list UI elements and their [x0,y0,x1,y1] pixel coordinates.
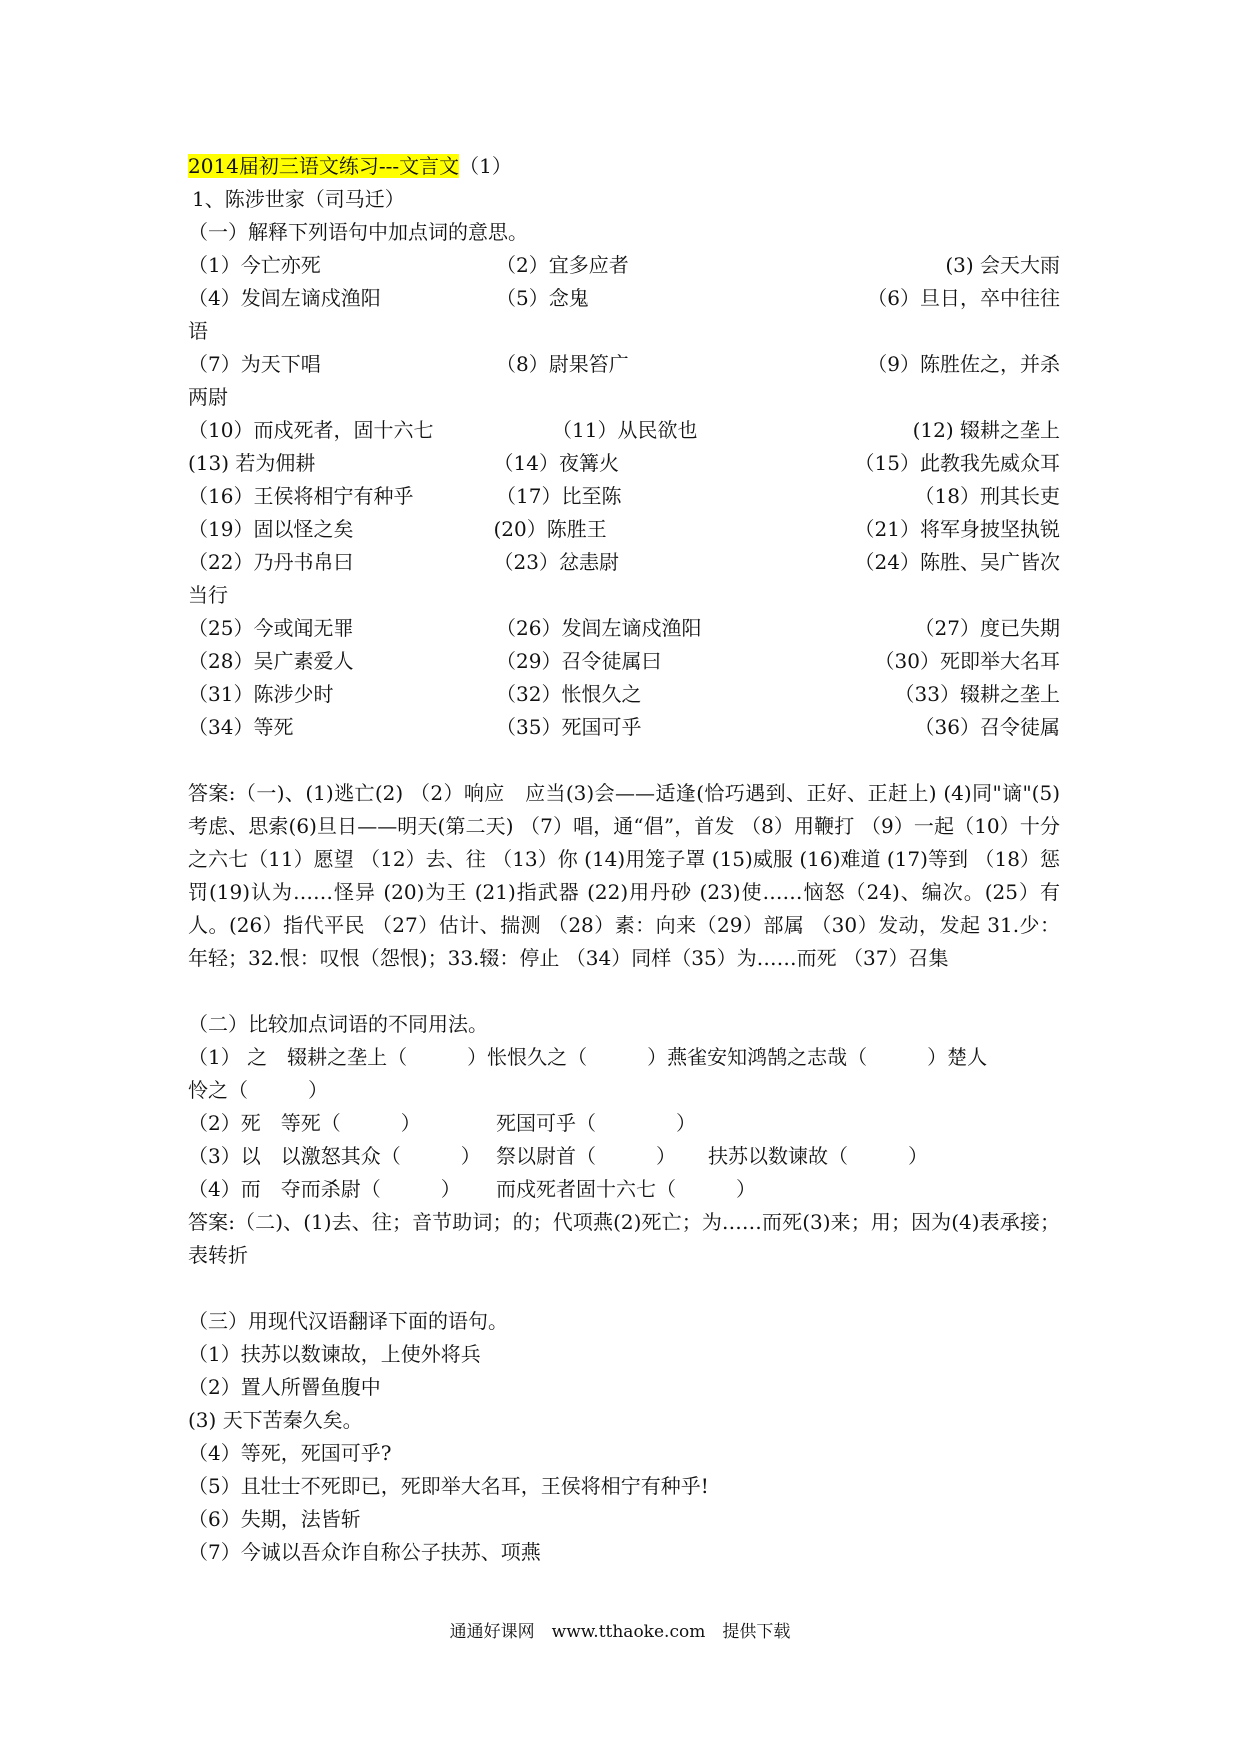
section2-line1: （1） 之 辍耕之垄上（ ）怅恨久之（ ）燕雀安知鸿鹄之志哉（ ）楚人 [188,1045,988,1069]
translation-item: (3) 天下苦秦久矣。 [188,1408,363,1432]
vocab-row [188,381,1060,414]
vocab-item: （10）而戍死者，固十六七 [188,418,434,442]
vocab-item: （36）召令徒属 [914,715,1060,739]
document-title [188,150,1060,183]
section2-line3-part2: 祭以尉首（ ） [496,1144,676,1168]
translation-item: （4）等死，死国可乎? [188,1441,392,1465]
vocab-item: （25）今或闻无罪 [188,616,354,640]
vocab-row [188,315,1060,348]
vocab-item: (3) 会天大雨 [945,253,1060,277]
vocab-row [188,678,1060,711]
section3-heading: （三）用现代汉语翻译下面的语句。 [188,1309,508,1333]
section2-line3-part3: 扶苏以数谏故（ ） [708,1144,928,1168]
translation-item: （1）扶苏以数谏故，上使外将兵 [188,1342,481,1366]
vocab-item: （23）忿恚尉 [493,550,619,574]
section1-answer: 答案:（一)、(1)逃亡(2) （2）响应 应当(3)会——适逢(恰巧遇到、正好、正赶上) (4)同"谪"(5) 考虑、思索(6)旦日——明天(第二天) （7）唱，通“倡”，首发 （8）用鞭打 （9）一起（10）十分之六七（11）愿望 （12）去、往 （13）你 (14)用笼子罩 (15)威服 (16)难道 (17)等到 （18）惩罚(19)认为……怪异 (20)为王 (21)指武器 (22)用丹砂 (23)使……恼怒（24)、编次。(25）有人。(26）指代平民 （27）估计、揣测 （28）素：向来（29）部属 （30）发动，发起 31.少：年轻；32.恨：叹恨（怨恨)；33.辍：停止 （34）同样（35）为……而死 （37）召集 [188,781,1060,970]
vocab-row [188,711,1060,744]
vocab-item: （11）从民欲也 [552,418,698,442]
section2-line2 [188,1107,1060,1140]
vocab-row [188,282,1060,315]
vocab-item: （16）王侯将相宁有种乎 [188,484,414,508]
section3-translation-list [188,1338,1060,1569]
section1-vocab-list [188,249,1060,744]
vocab-item: （22）乃丹书帛曰 [188,550,354,574]
vocab-item: （34）等死 [188,715,294,739]
vocab-item: (13) 若为佣耕 [188,451,316,475]
vocab-item: （32）怅恨久之 [496,682,642,706]
translation-item: （7）今诚以吾众诈自称公子扶苏、项燕 [188,1540,541,1564]
section2-line3 [188,1140,1060,1173]
vocab-item: （31）陈涉少时 [188,682,334,706]
section2-line4-part1: （4）而 夺而杀尉（ ） [188,1177,461,1201]
vocab-item: （8）尉果笞广 [496,352,629,376]
section2-line2-part1: （2）死 等死（ ） [188,1111,421,1135]
vocab-row [188,513,1060,546]
vocab-row [188,612,1060,645]
title-suffix: （1） [459,154,512,178]
vocab-item: （35）死国可乎 [496,715,642,739]
vocab-item: （5）念鬼 [496,286,589,310]
translation-item: （5）且壮士不死即已，死即举大名耳，王侯将相宁有种乎! [188,1474,709,1498]
vocab-item: （30）死即举大名耳 [874,649,1060,673]
vocab-item: （26）发闾左谪戍渔阳 [496,616,702,640]
section2-line4 [188,1173,1060,1206]
vocab-row [188,447,1060,480]
vocab-item: （18）刑其长吏 [914,484,1060,508]
section1-heading: （一）解释下列语句中加点词的意思。 [188,220,528,244]
vocab-item: （2）宜多应者 [496,253,629,277]
vocab-item: （24）陈胜、吴广皆次 [854,550,1060,574]
section2-line4-part2: 而戍死者固十六七（ ） [496,1177,756,1201]
vocab-item: （9）陈胜佐之，并杀 [867,352,1060,376]
vocab-item-continuation: 两尉 [188,385,228,409]
vocab-item: (12) 辍耕之垄上 [912,418,1060,442]
vocab-item: （4）发闾左谪戍渔阳 [188,286,381,310]
vocab-row [188,249,1060,282]
vocab-item: （33）辍耕之垄上 [894,682,1060,706]
vocab-item-continuation: 语 [188,319,208,343]
vocab-item-continuation: 当行 [188,583,228,607]
vocab-row [188,480,1060,513]
vocab-row [188,579,1060,612]
vocab-item: （6）旦日，卒中往往 [867,286,1060,310]
lesson-title: 1、陈涉世家（司马迁） [192,187,405,211]
vocab-item: （1）今亡亦死 [188,253,321,277]
vocab-row [188,546,1060,579]
vocab-item: (20）陈胜王 [493,517,607,541]
translation-item: （6）失期，法皆斩 [188,1507,361,1531]
title-highlight: 2014届初三语文练习---文言文 [188,154,460,178]
section2-heading: （二）比较加点词语的不同用法。 [188,1012,488,1036]
section2-answer: 答案:（二)、(1)去、往；音节助词；的；代项燕(2)死亡；为……而死(3)来；用；因为(4)表承接；表转折 [188,1210,1060,1267]
section2-line1-cont: 怜之（ ） [188,1078,328,1102]
page-footer: 通通好课网 www.tthaoke.com 提供下载 [449,1622,791,1642]
vocab-item: （15）此教我先威众耳 [854,451,1060,475]
vocab-item: （19）固以怪之矣 [188,517,354,541]
vocab-item: （14）夜篝火 [493,451,619,475]
vocab-item: （29）召令徒属曰 [496,649,662,673]
vocab-row [188,348,1060,381]
vocab-item: （28）吴广素爱人 [188,649,354,673]
translation-item: （2）置人所罾鱼腹中 [188,1375,381,1399]
vocab-item: （17）比至陈 [496,484,622,508]
vocab-item: （21）将军身披坚执锐 [854,517,1060,541]
document-page [188,150,1060,1569]
vocab-item: （7）为天下唱 [188,352,321,376]
section2-line3-part1: （3）以 以激怒其众（ ） [188,1144,481,1168]
vocab-row [188,645,1060,678]
vocab-item: （27）度已失期 [914,616,1060,640]
vocab-row [188,414,1060,447]
section2-line2-part2: 死国可乎（ ） [496,1111,696,1135]
